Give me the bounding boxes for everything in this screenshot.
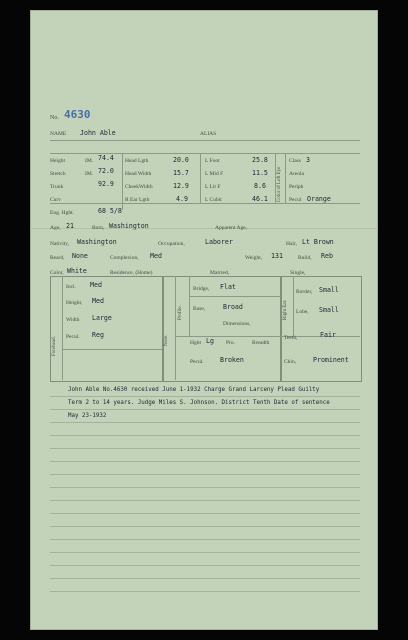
chin-value: Prominent bbox=[313, 356, 349, 364]
weight-label: Weight, bbox=[245, 255, 263, 261]
apparent-age-label: Apparent Age, bbox=[215, 225, 248, 231]
cheek-width-label: CheekWidth bbox=[125, 184, 153, 190]
im-label: IM. bbox=[85, 158, 94, 164]
height-value: 74.4 bbox=[98, 154, 114, 162]
forehead-width-label: Width bbox=[66, 317, 80, 323]
identification-card bbox=[30, 10, 378, 630]
hght-value: Lg bbox=[206, 337, 214, 345]
lobe-value: Small bbox=[319, 306, 339, 314]
beard-value: None bbox=[72, 252, 88, 260]
eng-hght-value: 68 5/8 bbox=[98, 207, 122, 215]
im-label: IM. bbox=[85, 171, 94, 177]
residence-label: Residence, (Home) bbox=[110, 270, 153, 276]
nose-box bbox=[162, 276, 282, 382]
head-lgth-value: 20.0 bbox=[173, 156, 189, 164]
beard-label: Beard, bbox=[50, 255, 65, 261]
nose-label: Nose. bbox=[164, 334, 169, 346]
born-value: Washington bbox=[109, 222, 149, 230]
nose-pecul-value: Broken bbox=[220, 356, 244, 364]
born-label: Born, bbox=[92, 225, 105, 231]
right-ear-label: Right Ear. bbox=[283, 299, 288, 320]
forehead-height-value: Med bbox=[92, 297, 104, 305]
hght-label: Hght bbox=[190, 340, 201, 346]
trunk-label: Trunk bbox=[50, 184, 64, 190]
teeth-value: Fair bbox=[320, 331, 336, 339]
build-value: Reb bbox=[321, 252, 333, 260]
number-label: No. bbox=[50, 115, 59, 121]
incl-value: Med bbox=[90, 281, 102, 289]
eng-hght-label: Eng. Hght. bbox=[50, 210, 74, 216]
weight-value: 131 bbox=[271, 252, 283, 260]
head-lgth-label: Head Lgth bbox=[125, 158, 149, 164]
trunk-value: 92.9 bbox=[98, 180, 114, 188]
cheek-width-value: 12.9 bbox=[173, 182, 189, 190]
occupation-value: Laborer bbox=[205, 238, 233, 246]
l-lit-f-label: L Lit F bbox=[205, 184, 221, 190]
alias-label: ALIAS bbox=[200, 131, 217, 137]
height-label: Height bbox=[50, 158, 65, 164]
forehead-box bbox=[50, 276, 164, 382]
complexion-value: Med bbox=[150, 252, 162, 260]
name-value: John Able bbox=[80, 129, 116, 137]
remarks-line-3: May 23-1932 bbox=[68, 413, 107, 419]
base-label: Base, bbox=[193, 306, 206, 312]
curv-label: Curv bbox=[50, 197, 61, 203]
bridge-value: Flat bbox=[220, 283, 236, 291]
color-value: White bbox=[67, 267, 87, 275]
hair-value: Lt Brown bbox=[302, 238, 334, 246]
chin-label: Chin, bbox=[284, 359, 297, 365]
r-ear-lgth-value: 4.9 bbox=[176, 195, 188, 203]
build-label: Build, bbox=[298, 255, 312, 261]
base-value: Broad bbox=[223, 303, 243, 311]
hair-label: Hair, bbox=[286, 241, 297, 247]
border-value: Small bbox=[319, 286, 339, 294]
pro-label: Pro. bbox=[226, 340, 236, 346]
bridge-label: Bridge, bbox=[193, 286, 210, 292]
incl-label: Incl. bbox=[66, 284, 76, 290]
l-foot-label: L Foot bbox=[205, 158, 220, 164]
l-mid-f-value: 11.5 bbox=[252, 169, 268, 177]
teeth-label: Teeth, bbox=[284, 335, 298, 341]
card-number: 4630 bbox=[64, 108, 91, 121]
color-label: Color, bbox=[50, 270, 64, 276]
nativity-label: Nativity, bbox=[50, 241, 70, 247]
nativity-value: Washington bbox=[77, 238, 117, 246]
r-ear-lgth-label: R Ear Lgth bbox=[125, 197, 150, 203]
forehead-pecul-value: Reg bbox=[92, 331, 104, 339]
lobe-label: Lobe, bbox=[296, 309, 309, 315]
age-label: Age, bbox=[50, 225, 61, 231]
stretch-value: 72.0 bbox=[98, 167, 114, 175]
l-mid-f-label: L Mid F bbox=[205, 171, 224, 177]
remarks-line-2: Term 2 to 14 years. Judge Miles S. Johnson. District Tenth Date of sentence bbox=[68, 400, 330, 406]
complexion-label: Complexion, bbox=[110, 255, 139, 261]
head-width-label: Head Width bbox=[125, 171, 152, 177]
forehead-height-label: Height, bbox=[66, 300, 83, 306]
forehead-label: Forehead. bbox=[52, 336, 57, 356]
breadth-label: Breadth bbox=[252, 340, 270, 346]
profile-label: Profile. bbox=[178, 305, 183, 320]
married-label: Married, bbox=[210, 270, 230, 276]
forehead-width-value: Large bbox=[92, 314, 112, 322]
occupation-label: Occupation, bbox=[158, 241, 185, 247]
forehead-pecul-label: Pecul. bbox=[66, 334, 80, 340]
pecul-label: Pecul bbox=[289, 197, 302, 203]
class-value: 3 bbox=[306, 156, 310, 164]
areola-label: Areola bbox=[289, 171, 304, 177]
fold-line bbox=[30, 228, 378, 229]
nose-pecul-label: Pecul. bbox=[190, 359, 204, 365]
l-foot-value: 25.8 bbox=[252, 156, 268, 164]
age-value: 21 bbox=[66, 222, 74, 230]
class-label: Class bbox=[289, 158, 301, 164]
dimensions-label: Dimensions, bbox=[223, 321, 251, 327]
name-label: NAME bbox=[50, 131, 67, 137]
periph-label: Periph bbox=[289, 184, 304, 190]
color-left-eye-label: Color of Left Eye bbox=[277, 166, 282, 202]
single-label: Single, bbox=[290, 270, 306, 276]
l-lit-f-value: 8.6 bbox=[254, 182, 266, 190]
l-cubit-value: 46.1 bbox=[252, 195, 268, 203]
head-width-value: 15.7 bbox=[173, 169, 189, 177]
remarks-line-1: John Able No.4630 received June 1-1932 Charge Grand Larceny Plead Guilty bbox=[68, 387, 320, 393]
stretch-label: Stretch bbox=[50, 171, 66, 177]
border-label: Border, bbox=[296, 289, 313, 295]
pecul-value: Orange bbox=[307, 195, 331, 203]
l-cubit-label: L Cubit bbox=[205, 197, 222, 203]
